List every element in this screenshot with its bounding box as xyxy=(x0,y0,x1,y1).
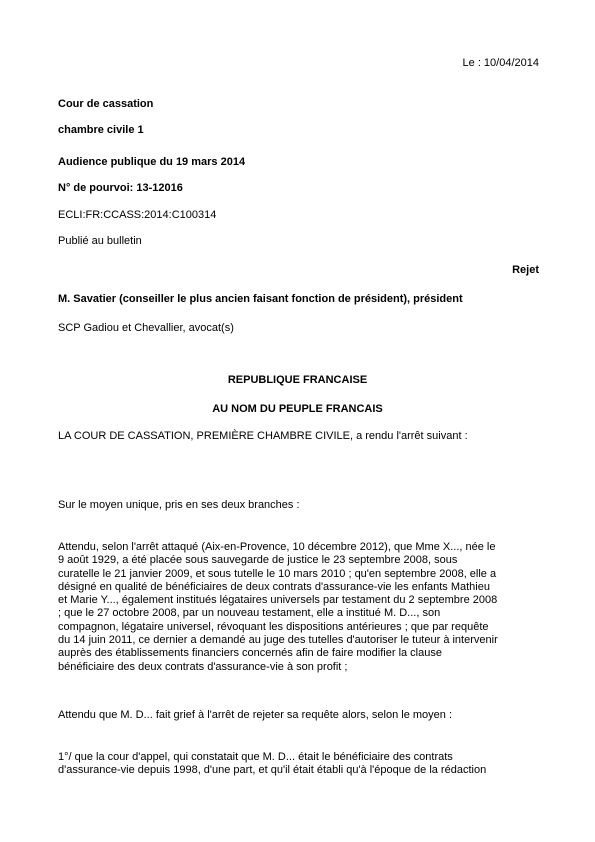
text-line: Attendu, selon l'arrêt attaqué (Aix-en-Provence, 10 décembre 2012), que Mme X..., née le xyxy=(58,541,496,553)
republic-title: REPUBLIQUE FRANCAISE xyxy=(227,374,368,386)
people-title: AU NOM DU PEUPLE FRANCAIS xyxy=(212,403,383,415)
text-line: bénéficiaire des deux contrats d'assurance-vie à son profit ; xyxy=(58,660,348,673)
chamber: chambre civile 1 xyxy=(58,124,144,136)
attendu-paragraph-1 xyxy=(58,541,540,674)
text-line: ; que le 27 octobre 2008, par un nouveau testament, elle a institué M. D..., son xyxy=(58,607,441,620)
text-line: 1°/ que la cour d'appel, qui constatait que M. D... était le bénéficiaire des contrats xyxy=(58,751,453,763)
intro-text: LA COUR DE CASSATION, PREMIÈRE CHAMBRE CIVILE, a rendu l'arrêt suivant : xyxy=(58,430,468,442)
text-line: d'assurance-vie depuis 1998, d'une part, et qu'il était établi qu'à l'époque de la rédaction xyxy=(58,764,487,777)
publication-status: Publié au bulletin xyxy=(58,235,142,247)
pourvoi-number: N° de pourvoi: 13-12016 xyxy=(58,182,183,194)
decision-outcome: Rejet xyxy=(512,264,539,276)
ecli-identifier: ECLI:FR:CCASS:2014:C100314 xyxy=(58,209,217,221)
point-1-paragraph xyxy=(58,751,540,778)
court-name: Cour de cassation xyxy=(58,98,154,110)
text-line: compagnon, légataire universel, révoquant les dispositions antérieures ; que par requête xyxy=(58,620,489,633)
moyen-heading: Sur le moyen unique, pris en ses deux branches : xyxy=(58,499,300,511)
text-line: désigné en qualité de bénéficiaires de deux contrats d'assurance-vie les enfants Mathieu xyxy=(58,580,490,593)
text-line: curatelle le 21 janvier 2009, et sous tutelle le 10 mars 2010 ; qu'en septembre 2008, elle a xyxy=(58,567,497,580)
text-line: du 14 juin 2011, ce dernier a demandé au juge des tutelles d'autoriser le tuteur à intervenir xyxy=(58,634,498,647)
president: M. Savatier (conseiller le plus ancien faisant fonction de président), président xyxy=(58,293,463,305)
text-line: et Marie Y..., également institués légataires universels par testament du 2 septembre 2008 xyxy=(58,594,498,607)
attendu-paragraph-2: Attendu que M. D... fait grief à l'arrêt de rejeter sa requête alors, selon le moyen : xyxy=(58,709,453,721)
hearing-date: Audience publique du 19 mars 2014 xyxy=(58,156,246,168)
document-date: Le : 10/04/2014 xyxy=(462,57,539,69)
text-line: auprès des établissements financiers concernés afin de faire modifier la clause xyxy=(58,647,442,660)
text-line: 9 août 1929, a été placée sous sauvegarde de justice le 23 septembre 2008, sous xyxy=(58,554,458,567)
lawyers: SCP Gadiou et Chevallier, avocat(s) xyxy=(58,322,234,334)
